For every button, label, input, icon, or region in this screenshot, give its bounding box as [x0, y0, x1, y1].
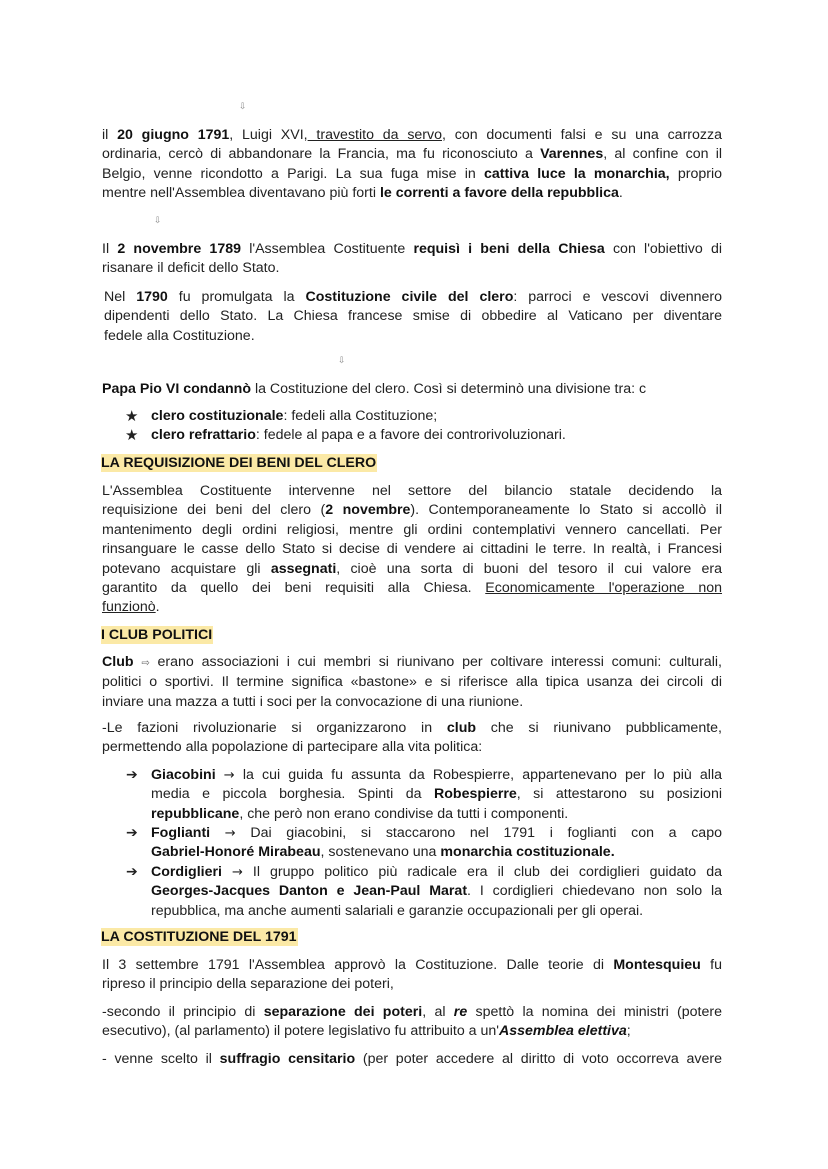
right-arrow-icon: ⇨	[141, 658, 150, 669]
down-arrow-icon: ⇩	[154, 216, 162, 226]
list-item-foglianti: ➔ Foglianti → Dai giacobini, si staccarono nel 1791 i foglianti con a capo Gabriel-Honoré Mirabeau, sostenevano una monarchia costituzionale.	[126, 825, 722, 861]
list-item-clero-costituzionale: ★ clero costituzionale: fedeli alla Costituzione;	[125, 407, 438, 425]
list-item-cordiglieri: ➔ Cordiglieri → Il gruppo politico più radicale era il club dei cordiglieri guidato da Georges-Jacques Danton e Jean-Paul Marat. I cordiglieri chiedevano non solo la repubblica, ma anche aumenti salariali e garanzie occupazionali per gli operai.	[126, 864, 722, 919]
list-item-clero-refrattario: ★ clero refrattario: fedele al papa e a favore dei controrivoluzionari.	[125, 426, 566, 444]
paragraph-fazioni: -Le fazioni rivoluzionarie si organizzarono in club che si riunivano pubblicamente, permettendo alla popolazione di partecipare alla vita politica:	[102, 720, 722, 756]
down-arrow-icon: ⇩	[239, 102, 247, 112]
section-heading-costituzione-1791: LA COSTITUZIONE DEL 1791	[101, 929, 297, 945]
arrow-bullet-icon: ➔	[126, 767, 138, 783]
arrow-bullet-icon: ➔	[126, 864, 138, 880]
down-arrow-icon: ⇩	[338, 356, 346, 366]
list-item-giacobini: ➔ Giacobini → la cui guida fu assunta da Robespierre, appartenevano per lo più alla media e piccola borghesia. Spinti da Robespierre, si attestarono su posizioni repubblicane, che però non erano condivise da tutti i componenti.	[126, 767, 722, 822]
right-arrow-icon: →	[223, 768, 235, 783]
star-bullet-icon: ★	[125, 426, 139, 444]
paragraph-papa: Papa Pio VI condannò la Costituzione del clero. Così si determinò una divisione tra: c	[102, 381, 647, 397]
paragraph-suffragio: - venne scelto il suffragio censitario (per poter accedere al diritto di voto occorreva avere	[102, 1051, 722, 1067]
paragraph-requisizione: L'Assemblea Costituente intervenne nel settore del bilancio statale decidendo la requisizione dei beni del clero (2 novembre). Contemporaneamente lo Stato si accollò il mantenimento degli ordini religiosi, mentre gli ordini contemplativi vennero cancellati. Per rinsanguare le casse dello Stato si decise di vendere ai cittadini le terre. In realtà, i Francesi potevano acquistare gli assegnati, cioè una sorta di buoni del tesoro il cui valore era garantito da quello dei beni requisiti alla Chiesa. Economicamente l'operazione non funzionò.	[102, 483, 723, 616]
paragraph-club-definizione: Club ⇨ erano associazioni i cui membri si riunivano per coltivare interessi comuni: culturali, politici o sportivi. Il termine significa «bastone» e si riferisce alla tipica usanza dei circoli di inviare una mazza a tutti i soci per la convocazione di una riunione.	[102, 654, 722, 710]
star-bullet-icon: ★	[125, 407, 139, 425]
paragraph-separazione-poteri: -secondo il principio di separazione dei poteri, al re spettò la nomina dei ministri (potere esecutivo), (al parlamento) il potere legislativo fu attribuito a un'Assemblea elettiva;	[102, 1004, 722, 1040]
paragraph-costituzione-approvata: Il 3 settembre 1791 l'Assemblea approvò la Costituzione. Dalle teorie di Montesquieu fu ripreso il principio della separazione dei poteri,	[102, 957, 722, 993]
section-heading-requisizione: LA REQUISIZIONE DEI BENI DEL CLERO	[101, 455, 377, 471]
right-arrow-icon: →	[224, 826, 236, 841]
section-heading-club-politici: I CLUB POLITICI	[101, 627, 213, 643]
paragraph-costituzione-clero: Nel 1790 fu promulgata la Costituzione civile del clero: parroci e vescovi divennero dipendenti dello Stato. La Chiesa francese smise di obbedire al Vaticano per diventare fedele alla Costituzione.	[104, 289, 723, 344]
right-arrow-icon: →	[231, 865, 243, 880]
paragraph-varennes: il 20 giugno 1791, Luigi XVI, travestito da servo, con documenti falsi e su una carrozza ordinaria, cercò di abbandonare la Francia, ma fu riconosciuto a Varennes, al confine con il Belgio, venne ricondotto a Parigi. La sua fuga mise in cattiva luce la monarchia, proprio mentre nell'Assemblea diventavano più forti le correnti a favore della repubblica.	[102, 127, 722, 202]
paragraph-beni-chiesa: Il 2 novembre 1789 l'Assemblea Costituente requisì i beni della Chiesa con l'obiettivo di risanare il deficit dello Stato.	[102, 241, 722, 277]
arrow-bullet-icon: ➔	[126, 825, 138, 841]
